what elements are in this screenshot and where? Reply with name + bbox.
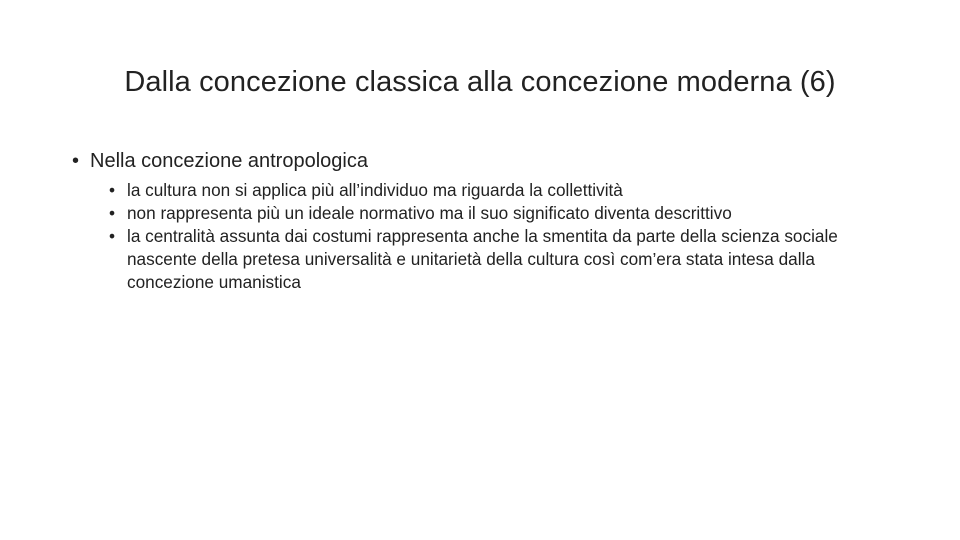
sub-bullet-list [72, 179, 902, 294]
sub-bullet-text: la cultura non si applica più all’individuo ma riguarda la collettività [127, 180, 623, 200]
bullet-icon: • [109, 203, 116, 223]
bullet-icon: • [109, 226, 116, 246]
sub-bullet-item [109, 202, 902, 225]
sub-bullet-item [109, 179, 902, 202]
bullet-icon: • [109, 180, 116, 200]
sub-bullet-item [109, 225, 902, 294]
bullet-text: Nella concezione antropologica [90, 150, 368, 172]
slide-body [72, 147, 902, 294]
slide-title: Dalla concezione classica alla concezione moderna (6) [124, 66, 836, 98]
sub-bullet-text: la centralità assunta dai costumi rappresenta anche la smentita da parte della scienza sociale nascente della pretesa universalità e unitarietà della cultura così com’era stata intesa dalla concezione umanistica [127, 226, 838, 292]
bullet-item [72, 147, 902, 175]
bullet-icon: • [72, 150, 80, 172]
sub-bullet-text: non rappresenta più un ideale normativo ma il suo significato diventa descrittivo [127, 203, 732, 223]
